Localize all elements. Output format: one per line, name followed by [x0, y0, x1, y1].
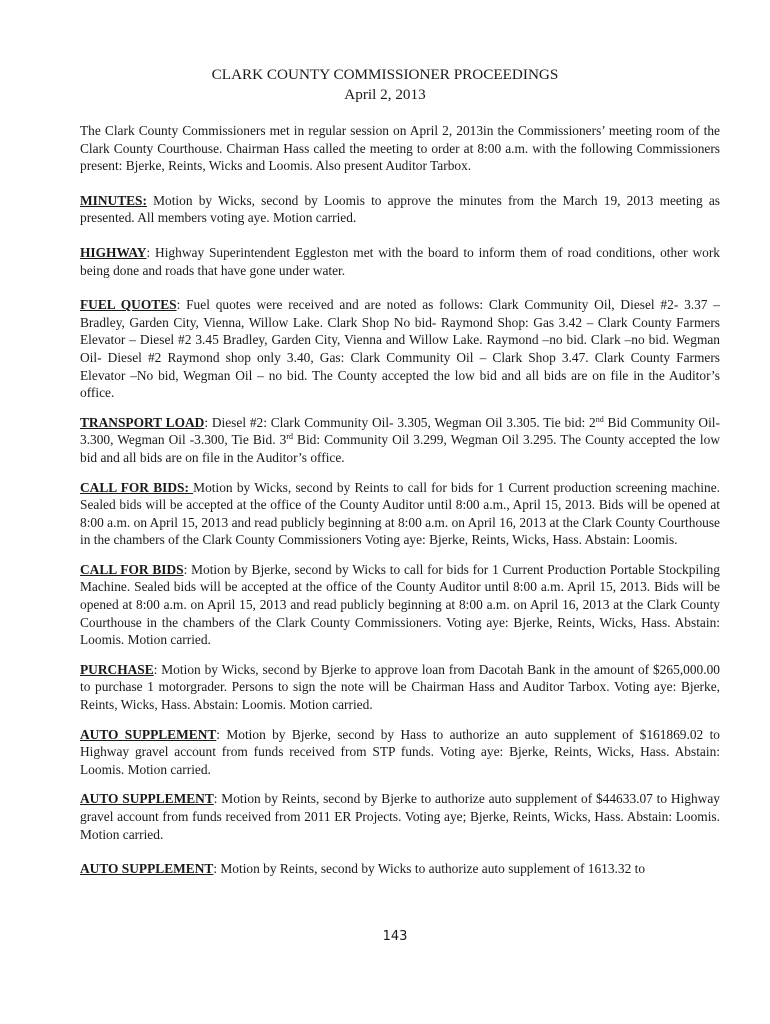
auto-supplement-heading-3: AUTO SUPPLEMENT [80, 861, 214, 877]
call-for-bids-section-1 [80, 479, 720, 549]
auto-supplement-section-2 [80, 790, 720, 843]
fuel-quotes-text: : Fuel quotes were received and are noted as follows: Clark Community Oil, Diesel #2- 3.37 –Bradley, Garden City, Vienna, Willow Lake. Clark Shop No bid- Raymond Shop: Gas 3.42 – Clark County Farmers Elevator – Diesel #2 3.45 Bradley, Garden City, Vienna and Willow Lake. Raymond –no bid. Clark –no bid. Wegman Oil- Diesel #2 Raymond shop only 3.40, Gas: Clark Community Oil – Clark Shop 3.47. Clark County Farmers Elevator –No bid, Wegman Oil – no bid. The County accepted the low bid and all bids are on file in the Auditor’s office. [80, 297, 720, 401]
document-title-block [0, 65, 770, 105]
call-for-bids-text-2: : Motion by Bjerke, second by Wicks to call for bids for 1 Current Production Portable Stockpiling Machine. Sealed bids will be accepted at the office of the County Auditor until 8:00 a.m. April 15, 2013. Bids will be opened at 8:00 a.m. on April 15, 2013 and read publicly beginning at 8:00 a.m. on April 16, 2013 at the Clark County Courthouse in the chambers of the Clark County Commissioners. Voting aye: Bjerke, Reints, Wicks, Hass. Abstain: Loomis. Motion carried. [80, 561, 721, 648]
page-number: 143 [382, 929, 408, 944]
transport-load-text-c: Bid: Community Oil 3.299, Wegman Oil 3.295. The County accepted the low bid and all bids are on file in the Auditor’s office. [80, 432, 720, 465]
transport-load-section [80, 414, 720, 467]
auto-supplement-text-2: : Motion by Reints, second by Bjerke to authorize auto supplement of $44633.07 to Highway gravel account from funds received from 2011 ER Projects. Voting aye; Bjerke, Reints, Wicks, Hass. Abstain: Loomis. Motion carried. [80, 791, 720, 842]
minutes-section [80, 192, 720, 227]
document-body [80, 122, 720, 895]
transport-load-sup-a: nd [595, 414, 604, 424]
transport-load-sup-b: rd [286, 432, 293, 442]
call-for-bids-heading-2: CALL FOR BIDS [80, 561, 184, 577]
auto-supplement-heading-2: AUTO SUPPLEMENT [80, 791, 214, 807]
auto-supplement-heading-1: AUTO SUPPLEMENT [80, 726, 217, 742]
call-for-bids-section-2 [80, 561, 720, 649]
fuel-quotes-section [80, 296, 720, 402]
highway-text: : Highway Superintendent Eggleston met with the board to inform them of road conditions, other work being done and roads that have gone under water. [80, 244, 720, 278]
minutes-text: Motion by Wicks, second by Loomis to approve the minutes from the March 19, 2013 meeting as presented. All members voting aye. Motion carried. [80, 192, 720, 226]
purchase-heading: PURCHASE [80, 661, 154, 677]
auto-supplement-section-1 [80, 726, 720, 779]
fuel-quotes-heading: FUEL QUOTES [80, 297, 177, 313]
highway-heading: HIGHWAY [80, 244, 147, 260]
meeting-date: April 2, 2013 [344, 86, 426, 103]
minutes-heading: MINUTES: [80, 192, 147, 208]
transport-load-heading: TRANSPORT LOAD [80, 414, 205, 430]
purchase-section [80, 661, 720, 714]
intro-paragraph: The Clark County Commissioners met in regular session on April 2, 2013in the Commissioners’ meeting room of the Clark County Courthouse. Chairman Hass called the meeting to order at 8:00 a.m. with the following Commissioners present: Bjerke, Reints, Wicks and Loomis. Also present Auditor Tarbox. [80, 123, 720, 174]
auto-supplement-text-3: : Motion by Reints, second by Wicks to authorize auto supplement of 1613.32 to [213, 861, 646, 877]
purchase-text: : Motion by Wicks, second by Bjerke to approve loan from Dacotah Bank in the amount of $265,000.00 to purchase 1 motorgrader. Persons to sign the note will be Chairman Hass and Auditor Tarbox. Voting aye: Bjerke, Reints, Wicks, Hass. Abstain: Loomis. Motion carried. [80, 661, 720, 713]
auto-supplement-section-3 [80, 860, 720, 878]
transport-load-text-a: : Diesel #2: Clark Community Oil- 3.305, Wegman Oil 3.305. Tie bid: 2 [204, 414, 596, 430]
document-title: CLARK COUNTY COMMISSIONER PROCEEDINGS [211, 66, 559, 83]
call-for-bids-text-1: Motion by Wicks, second by Reints to call for bids for 1 Current production screening machine. Sealed bids will be accepted at the office of the County Auditor until 8:00 a.m., April 15, 2013. Bids will be opened at 8:00 a.m. on April 15, 2013 and read publicly beginning at 8:00 a.m. on April 16, 2013 at the Clark County Courthouse in the chambers of the Clark County Commissioners Voting aye: Bjerke, Reints, Wicks, Hass. Abstain: Loomis. [80, 479, 720, 548]
transport-load-text-b: Bid Community Oil- 3.300, Wegman Oil -3.300, Tie Bid. 3 [80, 414, 720, 448]
highway-section [80, 244, 720, 279]
call-for-bids-heading-1: CALL FOR BIDS: [80, 479, 194, 495]
auto-supplement-text-1: : Motion by Bjerke, second by Hass to authorize an auto supplement of $161869.02 to Highway gravel account from funds received from STP funds. Voting aye: Bjerke, Reints, Wicks, Hass. Abstain: Loomis. Motion carried. [80, 726, 720, 777]
